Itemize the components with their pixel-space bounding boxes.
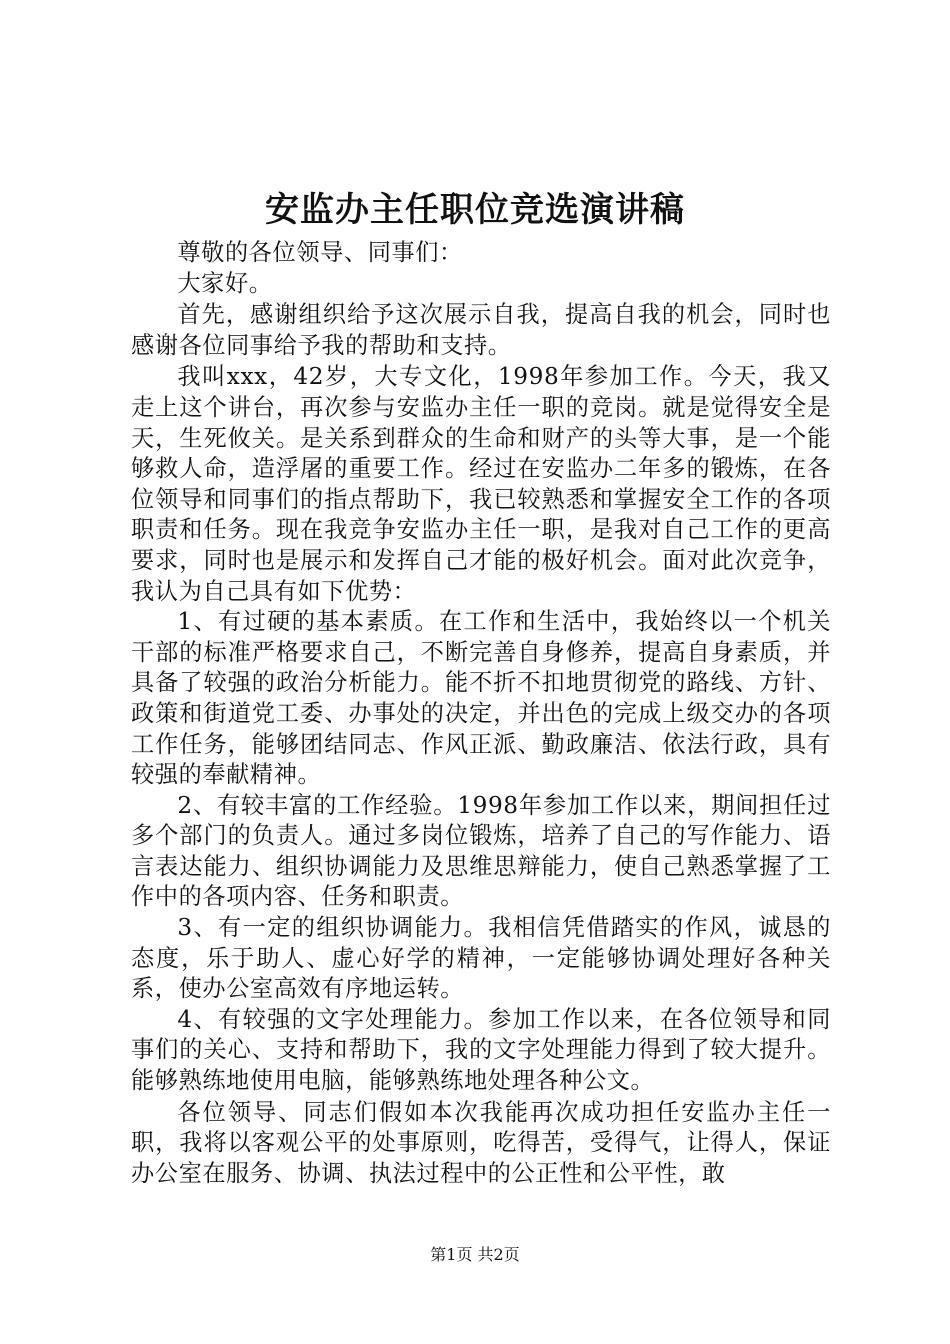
greeting: 大家好。 <box>177 269 273 297</box>
document-body <box>131 238 831 1189</box>
salutation: 尊敬的各位领导、同事们： <box>177 239 463 266</box>
paragraph-advantage-3: 3、有一定的组织协调能力。我相信凭借踏实的作风，诚恳的态度，乐于助人、虚心好学的精神，一定能够协调处理好各种关系，使办公室高效有序地运转。 <box>131 914 831 1003</box>
paragraph-advantage-2: 2、有较丰富的工作经验。1998年参加工作以来，期间担任过多个部门的负责人。通过多岗位锻炼，培养了自己的写作能力、语言表达能力、组织协调能力及思维思辩能力，使自己熟悉掌握了工作中的各项内容、任务和职责。 <box>131 791 831 911</box>
document-title: 安监办主任职位竞选演讲稿 <box>265 190 685 230</box>
paragraph-thanks: 首先，感谢组织给予这次展示自我，提高自我的机会，同时也感谢各位同事给予我的帮助和支持。 <box>131 301 831 359</box>
page-footer: 第1页 共2页 <box>430 1245 520 1264</box>
paragraph-commitment: 各位领导、同志们假如本次我能再次成功担任安监办主任一职，我将以客观公平的处事原则，吃得苦，受得气，让得人，保证办公室在服务、协调、执法过程中的公正性和公平性，敢 <box>131 1098 831 1187</box>
paragraph-introduction: 我叫xxx，42岁，大专文化，1998年参加工作。今天，我又走上这个讲台，再次参与安监办主任一职的竞岗。就是觉得安全是天，生死攸关。是关系到群众的生命和财产的头等大事，是一个能够救人命，造浮屠的重要工作。经过在安监办二年多的锻炼，在各位领导和同事们的指点帮助下，我已较熟悉和掌握安全工作的各项职责和任务。现在我竞争安监办主任一职，是我对自己工作的更高要求，同时也是展示和发挥自己才能的极好机会。面对此次竞争，我认为自己具有如下优势： <box>131 363 831 605</box>
paragraph-advantage-1: 1、有过硬的基本素质。在工作和生活中，我始终以一个机关干部的标准严格要求自己，不断完善自身修养，提高自身素质，并具备了较强的政治分析能力。能不折不扣地贯彻党的路线、方针、政策和街道党工委、办事处的决定，并出色的完成上级交办的各项工作任务，能够团结同志、作风正派、勤政廉洁、依法行政，具有较强的奉献精神。 <box>131 608 831 789</box>
paragraph-advantage-4: 4、有较强的文字处理能力。参加工作以来，在各位领导和同事们的关心、支持和帮助下，我的文字处理能力得到了较大提升。能够熟练地使用电脑，能够熟练地处理各种公文。 <box>131 1005 831 1095</box>
